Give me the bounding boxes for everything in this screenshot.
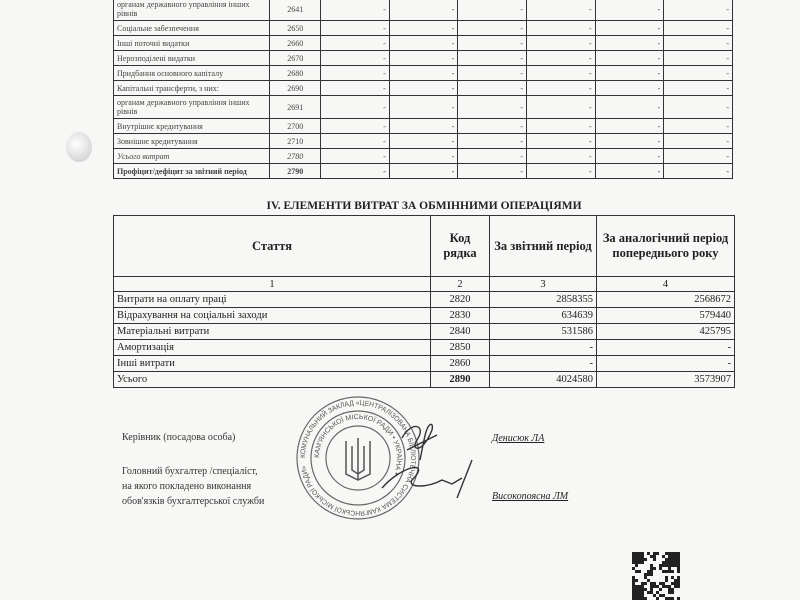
row-value: - [664, 164, 733, 179]
row-current: 634639 [490, 308, 597, 324]
table-row [114, 119, 733, 134]
row-value: - [527, 21, 596, 36]
row-value: - [321, 0, 390, 21]
row-value: - [527, 0, 596, 21]
row-current: 2858355 [490, 292, 597, 308]
table-row [114, 292, 735, 308]
row-label: Внутрішнє кредитування [114, 119, 270, 134]
row-value: - [595, 51, 664, 66]
row-value: - [389, 119, 458, 134]
head-name: Денисюк ЛА [492, 433, 545, 444]
row-code: 2780 [270, 149, 321, 164]
row-label: Амортизація [114, 340, 431, 356]
row-value: - [527, 119, 596, 134]
row-value: - [458, 51, 527, 66]
accountant-label-line: Головний бухгалтер /спеціаліст, [122, 466, 258, 477]
index-cell: 1 [114, 277, 431, 292]
row-previous: 2568672 [597, 292, 735, 308]
row-value: - [595, 96, 664, 119]
row-value: - [527, 51, 596, 66]
row-value: - [458, 36, 527, 51]
row-current: 531586 [490, 324, 597, 340]
exchange-expenses-table [113, 215, 735, 388]
row-value: - [389, 81, 458, 96]
header-previous: За аналогічний період попереднього року [597, 216, 735, 277]
row-label: Інші витрати [114, 356, 431, 372]
punch-hole [66, 132, 92, 162]
table-row [114, 66, 733, 81]
row-value: - [458, 119, 527, 134]
row-value: - [595, 134, 664, 149]
row-value: - [664, 0, 733, 21]
header-code: Код рядка [431, 216, 490, 277]
row-label: Соціальне забезпечення [114, 21, 270, 36]
row-value: - [527, 66, 596, 81]
row-value: - [527, 149, 596, 164]
row-current: - [490, 340, 597, 356]
row-value: - [458, 0, 527, 21]
row-value: - [527, 164, 596, 179]
row-label: Капітальні трансферти, з них: [114, 81, 270, 96]
row-code: 2860 [431, 356, 490, 372]
table-row [114, 164, 733, 179]
row-value: - [389, 164, 458, 179]
table-row [114, 324, 735, 340]
row-label: Матеріальні витрати [114, 324, 431, 340]
row-value: - [389, 134, 458, 149]
row-value: - [595, 119, 664, 134]
row-label: Зовнішнє кредитування [114, 134, 270, 149]
row-value: - [389, 66, 458, 81]
stamp-outer-text: КОМУНАЛЬНИЙ ЗАКЛАД «ЦЕНТРАЛІЗОВАНА БІБЛІОТЕЧНА СИСТЕМА КАМ'ЯНСЬКОЇ МІСЬКОЇ РАДИ» [299, 399, 417, 517]
head-signature [402, 424, 437, 460]
row-value: - [321, 164, 390, 179]
row-value: - [321, 51, 390, 66]
accountant-name: Високопоясна ЛМ [492, 491, 569, 502]
accountant-label-line: обов'язків бухгалтерської служби [122, 496, 265, 507]
row-value: - [389, 21, 458, 36]
row-value: - [664, 96, 733, 119]
row-label: Інші поточні видатки [114, 36, 270, 51]
row-value: - [458, 96, 527, 119]
row-value: - [389, 96, 458, 119]
table-row [114, 372, 735, 388]
row-value: - [527, 81, 596, 96]
row-value: - [321, 119, 390, 134]
row-value: - [664, 21, 733, 36]
row-code: 2820 [431, 292, 490, 308]
row-value: - [664, 119, 733, 134]
row-label: Придбання основного капіталу [114, 66, 270, 81]
row-label: Усього [114, 372, 431, 388]
row-previous: - [597, 340, 735, 356]
row-value: - [321, 134, 390, 149]
row-previous: - [597, 356, 735, 372]
row-value: - [389, 36, 458, 51]
table-row [114, 21, 733, 36]
row-value: - [595, 81, 664, 96]
row-code: 2850 [431, 340, 490, 356]
row-value: - [595, 36, 664, 51]
index-cell: 2 [431, 277, 490, 292]
table-row [114, 0, 733, 21]
table-row [114, 149, 733, 164]
accountant-label-line: на якого покладено виконання [122, 481, 252, 492]
row-value: - [321, 36, 390, 51]
index-cell: 3 [490, 277, 597, 292]
row-value: - [389, 149, 458, 164]
index-row [114, 277, 735, 292]
row-code: 2641 [270, 0, 321, 21]
row-code: 2830 [431, 308, 490, 324]
header-article: Стаття [114, 216, 431, 277]
row-value: - [664, 149, 733, 164]
row-code: 2691 [270, 96, 321, 119]
row-value: - [595, 164, 664, 179]
row-previous: 3573907 [597, 372, 735, 388]
accountant-signature [382, 460, 472, 498]
row-value: - [321, 149, 390, 164]
row-code: 2670 [270, 51, 321, 66]
row-value: - [389, 0, 458, 21]
row-value: - [664, 36, 733, 51]
row-value: - [458, 134, 527, 149]
table-row [114, 134, 733, 149]
row-label: Усього витрат [114, 149, 270, 164]
row-label: органам державного управління інших рівнів [114, 96, 270, 119]
row-code: 2660 [270, 36, 321, 51]
row-code: 2790 [270, 164, 321, 179]
table-row [114, 308, 735, 324]
row-value: - [595, 0, 664, 21]
row-value: - [458, 164, 527, 179]
row-value: - [458, 81, 527, 96]
row-value: - [595, 21, 664, 36]
row-label: Витрати на оплату праці [114, 292, 431, 308]
head-label: Керівник (посадова особа) [122, 432, 236, 443]
row-code: 2840 [431, 324, 490, 340]
table-row [114, 340, 735, 356]
row-value: - [321, 81, 390, 96]
row-label: органам державного управління інших рівнів [114, 0, 270, 21]
row-value: - [458, 21, 527, 36]
row-previous: 579440 [597, 308, 735, 324]
row-value: - [527, 134, 596, 149]
row-current: - [490, 356, 597, 372]
row-value: - [595, 149, 664, 164]
table-row [114, 81, 733, 96]
row-value: - [664, 51, 733, 66]
row-value: - [664, 66, 733, 81]
row-value: - [664, 81, 733, 96]
row-label: Відрахування на соціальні заходи [114, 308, 431, 324]
index-cell: 4 [597, 277, 735, 292]
stamp-inner-text: КАМ'ЯНСЬКОЇ МІСЬКОЇ РАДИ • УКРАЇНА • [313, 413, 403, 476]
row-value: - [458, 66, 527, 81]
row-value: - [458, 149, 527, 164]
table-row [114, 356, 735, 372]
row-code: 2890 [431, 372, 490, 388]
row-value: - [321, 96, 390, 119]
table-row [114, 36, 733, 51]
row-code: 2690 [270, 81, 321, 96]
table-row [114, 96, 733, 119]
qr-code [632, 552, 680, 600]
row-previous: 425795 [597, 324, 735, 340]
expenses-table-continued [113, 0, 733, 179]
signatures-handwritten [372, 410, 492, 500]
row-code: 2710 [270, 134, 321, 149]
trident-icon [346, 438, 370, 480]
row-code: 2650 [270, 21, 321, 36]
row-label: Нерозподілені видатки [114, 51, 270, 66]
row-code: 2680 [270, 66, 321, 81]
row-value: - [664, 134, 733, 149]
accountant-label [122, 464, 264, 509]
header-current: За звітний період [490, 216, 597, 277]
row-value: - [321, 66, 390, 81]
section-title: IV. ЕЛЕМЕНТИ ВИТРАТ ЗА ОБМІННИМИ ОПЕРАЦІЯМИ [266, 200, 582, 212]
row-value: - [321, 21, 390, 36]
row-value: - [527, 36, 596, 51]
row-value: - [527, 96, 596, 119]
row-code: 2700 [270, 119, 321, 134]
row-value: - [595, 66, 664, 81]
row-value: - [389, 51, 458, 66]
table-row [114, 51, 733, 66]
row-label: Профіцит/дефіцит за звітний період [114, 164, 270, 179]
row-current: 4024580 [490, 372, 597, 388]
